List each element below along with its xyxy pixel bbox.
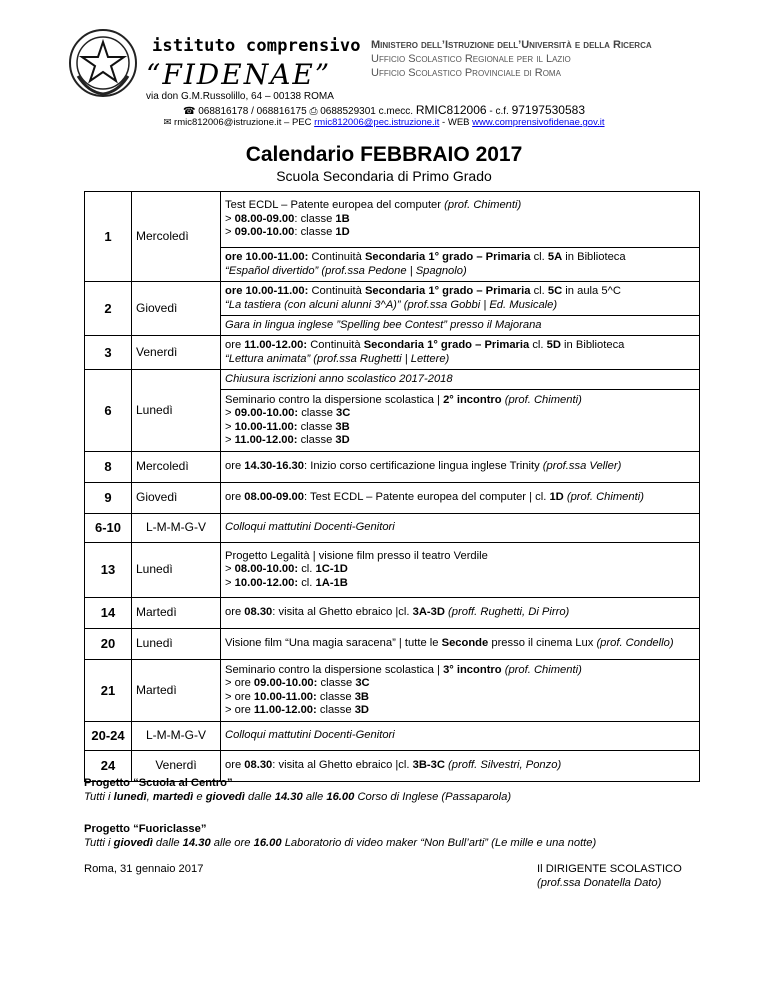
table-row: [85, 514, 700, 543]
day-cell: 21: [85, 660, 132, 722]
signer-title: Il DIRIGENTE SCOLASTICO: [537, 863, 682, 875]
weekday-cell: Venerdì: [132, 751, 221, 782]
table-row: [85, 452, 700, 483]
day-cell: 20: [85, 629, 132, 660]
regional-office: Ufficio Scolastico Regionale per il Lazio: [371, 53, 571, 65]
table-row: [85, 629, 700, 660]
weekday-cell: Giovedì: [132, 483, 221, 514]
page-subtitle: Scuola Secondaria di Primo Grado: [276, 168, 492, 184]
web-link[interactable]: www.comprensivofidenae.gov.it: [472, 117, 605, 128]
event-cell: ore 08.00-09.00: Test ECDL – Patente europea del computer | cl. 1D (prof. Chimenti): [221, 483, 700, 514]
table-row: [85, 370, 700, 390]
project-description: Tutti i lunedì, martedì e giovedì dalle 14.30 alle 16.00 Corso di Inglese (Passaparola): [84, 791, 512, 803]
event-cell: Colloqui mattutini Docenti-Genitori: [221, 514, 700, 543]
weekday-cell: Martedì: [132, 660, 221, 722]
weekday-cell: Mercoledì: [132, 452, 221, 483]
institute-address: via don G.M.Russolillo, 64 – 00138 ROMA: [146, 91, 334, 102]
signer-name: (prof.ssa Donatella Dato): [537, 877, 662, 889]
event-cell: ore 11.00-12.00: Continuità Secondaria 1° grado – Primaria cl. 5D in Biblioteca “Lettura animata” (prof.ssa Rughetti | Lettere): [221, 336, 700, 370]
day-cell: 1: [85, 192, 132, 282]
ministry-name: Ministero dell’Istruzione dell’Università e della Ricerca: [371, 39, 652, 51]
event-cell: ore 10.00-11.00: Continuità Secondaria 1° grado – Primaria cl. 5C in aula 5^C “La tastiera (con alcuni alunni 3^A)” (prof.ssa Gobbi | Ed. Musicale): [221, 282, 700, 316]
email-text: ✉ rmic812006@istruzione.it – PEC: [163, 117, 315, 128]
signature-block: [537, 862, 682, 890]
place-date: Roma, 31 gennaio 2017: [84, 863, 204, 875]
day-cell: 8: [85, 452, 132, 483]
project-title: Progetto “Fuoriclasse”: [84, 823, 207, 835]
italian-republic-emblem-icon: [68, 28, 138, 98]
table-row: [85, 282, 700, 316]
letterhead: [60, 24, 720, 102]
ministry-block: [371, 38, 652, 80]
weekday-cell: Lunedì: [132, 370, 221, 452]
table-row: [85, 722, 700, 751]
day-cell: 9: [85, 483, 132, 514]
event-cell: Seminario contro la dispersione scolastica | 2° incontro (prof. Chimenti) > 09.00-10.00: classe 3C > 10.00-11.00: classe 3B > 11.00-12.00: classe 3D: [221, 390, 700, 452]
project-title: Progetto “Scuola al Centro”: [84, 777, 233, 789]
day-cell: 3: [85, 336, 132, 370]
weekday-cell: Giovedì: [132, 282, 221, 336]
mecc-code: RMIC812006: [415, 103, 487, 117]
event-cell: Progetto Legalità | visione film presso il teatro Verdile > 08.00-10.00: cl. 1C-1D > 10.00-12.00: cl. 1A-1B: [221, 543, 700, 598]
weekday-cell: L-M-M-G-V: [132, 722, 221, 751]
table-row: [85, 660, 700, 722]
event-cell: Gara in lingua inglese ”Spelling bee Contest” presso il Majorana: [221, 316, 700, 336]
day-cell: 13: [85, 543, 132, 598]
table-row: [85, 543, 700, 598]
phone-numbers: ☎ 068816178 / 068816175 ⎙ 0688529301 c.mecc.: [183, 106, 416, 117]
weekday-cell: Lunedì: [132, 543, 221, 598]
event-cell: ore 10.00-11.00: Continuità Secondaria 1° grado – Primaria cl. 5A in Biblioteca “Español divertido” (prof.ssa Pedone | Spagnolo): [221, 248, 700, 282]
project-fuoriclasse: [84, 822, 596, 850]
pec-link[interactable]: rmic812006@pec.istruzione.it: [314, 117, 440, 128]
web-label: - WEB: [439, 117, 473, 128]
day-cell: 6-10: [85, 514, 132, 543]
event-cell: Test ECDL – Patente europea del computer (prof. Chimenti) > 08.00-09.00: classe 1B > 09.00-10.00: classe 1D: [221, 192, 700, 248]
event-cell: Colloqui mattutini Docenti-Genitori: [221, 722, 700, 751]
provincial-office: Ufficio Scolastico Provinciale di Roma: [371, 67, 561, 79]
table-row: [85, 598, 700, 629]
weekday-cell: Lunedì: [132, 629, 221, 660]
event-cell: Chiusura iscrizioni anno scolastico 2017-2018: [221, 370, 700, 390]
day-cell: 20-24: [85, 722, 132, 751]
weekday-cell: Mercoledì: [132, 192, 221, 282]
day-cell: 14: [85, 598, 132, 629]
event-cell: Seminario contro la dispersione scolastica | 3° incontro (prof. Chimenti) > ore 09.00-10.00: classe 3C > ore 10.00-11.00: classe 3B > ore 11.00-12.00: classe 3D: [221, 660, 700, 722]
event-cell: ore 08.30: visita al Ghetto ebraico |cl. 3A-3D (proff. Rughetti, Di Pirro): [221, 598, 700, 629]
day-cell: 24: [85, 751, 132, 782]
calendar-table: [84, 191, 700, 782]
event-cell: Visione film “Una magia saracena” | tutte le Seconde presso il cinema Lux (prof. Condello): [221, 629, 700, 660]
event-cell: ore 08.30: visita al Ghetto ebraico |cl. 3B-3C (proff. Silvestri, Ponzo): [221, 751, 700, 782]
cf-code: 97197530583: [511, 103, 585, 117]
event-cell: ore 14.30-16.30: Inizio corso certificazione lingua inglese Trinity (prof.ssa Veller): [221, 452, 700, 483]
weekday-cell: Venerdì: [132, 336, 221, 370]
institute-name: “FIDENAE”: [146, 58, 332, 91]
weekday-cell: Martedì: [132, 598, 221, 629]
day-cell: 6: [85, 370, 132, 452]
table-row: [85, 483, 700, 514]
page-title: Calendario FEBBRAIO 2017: [245, 143, 523, 166]
contact-phones: [0, 103, 768, 117]
project-description: Tutti i giovedì dalle 14.30 alle ore 16.00 Laboratorio di video maker “Non Bull’arti” (Le mille e una notte): [84, 837, 597, 849]
weekday-cell: L-M-M-G-V: [132, 514, 221, 543]
contact-online: [0, 117, 768, 128]
table-row: [85, 192, 700, 248]
project-scuola-al-centro: [84, 776, 511, 804]
day-cell: 2: [85, 282, 132, 336]
cf-label: - c.f.: [486, 106, 512, 117]
institute-label: istituto comprensivo: [152, 36, 361, 56]
table-row: [85, 336, 700, 370]
